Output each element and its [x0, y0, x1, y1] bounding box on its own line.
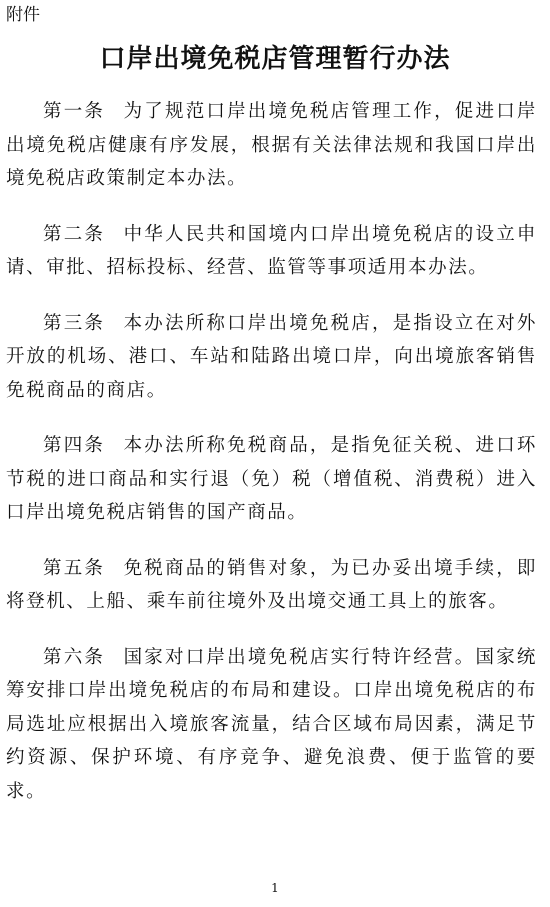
article-text: 本办法所称口岸出境免税店，是指设立在对外开放的机场、港口、车站和陆路出境口岸，向出境旅客销售免税商品的商店。 [6, 312, 537, 401]
article-6 [6, 641, 537, 809]
article-1 [6, 95, 537, 196]
article-number: 第四条 [43, 435, 106, 456]
article-text: 中华人民共和国境内口岸出境免税店的设立申请、审批、招标投标、经营、监管等事项适用本办法。 [6, 223, 537, 278]
article-4 [6, 429, 537, 530]
document-title: 口岸出境免税店管理暂行办法 [99, 44, 451, 74]
article-5 [6, 552, 537, 619]
article-number: 第六条 [43, 646, 106, 668]
article-number: 第五条 [43, 557, 106, 579]
article-text: 免税商品的销售对象，为已办妥出境手续，即将登机、上船、乘车前往境外及出境交通工具上的旅客。 [6, 557, 537, 612]
attachment-label: 附件 [6, 5, 40, 25]
article-text: 本办法所称免税商品，是指免征关税、进口环节税的进口商品和实行退（免）税（增值税、消费税）进入口岸出境免税店销售的国产商品。 [6, 435, 537, 523]
article-number: 第三条 [43, 312, 106, 334]
article-number: 第二条 [43, 223, 106, 245]
page-number: 1 [271, 881, 279, 895]
article-text: 国家对口岸出境免税店实行特许经营。国家统筹安排口岸出境免税店的布局和建设。口岸出境免税店的布局选址应根据出入境旅客流量，结合区域布局因素，满足节约资源、保护环境、有序竞争、避免浪费、便于监管的要求。 [6, 646, 537, 802]
document-body [6, 95, 537, 830]
article-number: 第一条 [43, 101, 106, 122]
article-2 [6, 218, 537, 285]
article-3 [6, 307, 537, 408]
article-text: 为了规范口岸出境免税店管理工作，促进口岸出境免税店健康有序发展，根据有关法律法规和我国口岸出境免税店政策制定本办法。 [6, 101, 537, 189]
